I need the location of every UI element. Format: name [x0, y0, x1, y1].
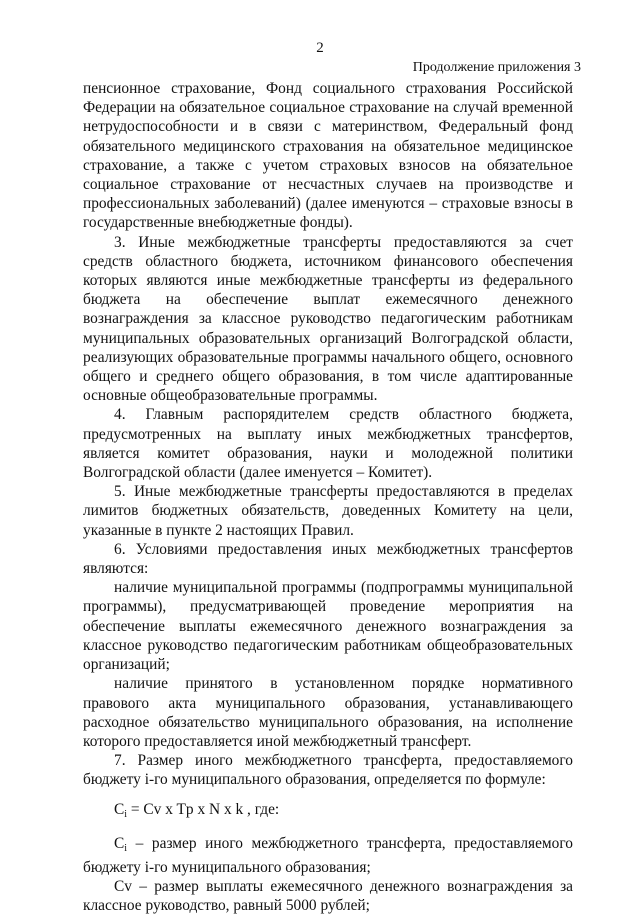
definition-ci — [83, 834, 573, 877]
paragraph-6-condition-b: наличие принятого в установленном порядке нормативного правового акта муниципального образования, устанавливающего расходное обязательство муниципального образования, на исполнение которого предоставляется иной межбюджетный трансферт. — [83, 675, 573, 750]
page-number: 2 — [316, 40, 324, 56]
paragraph-6: 6. Условиями предоставления иных межбюджетных трансфертов являются: — [83, 540, 573, 578]
formula-lhs: C — [114, 800, 125, 818]
paragraph-4: 4. Главным распорядителем средств областного бюджета, предусмотренных на выплату иных межбюджетных трансфертов, является комитет образования, науки и молодежной политики Волгоградской области (далее именуется – Комитет). — [83, 406, 573, 482]
document-body — [83, 79, 573, 916]
definition-ci-text: – размер иного межбюджетного трансферта, предоставляемого бюджету i-го муниципального образования; — [83, 834, 573, 876]
appendix-continuation-note: Продолжение приложения 3 — [412, 60, 581, 75]
formula-lhs-subscript: i — [124, 808, 128, 820]
paragraph-3: 3. Иные межбюджетные трансферты предоставляются за счет средств областного бюджета, источником финансового обеспечения которых являются иные межбюджетные трансферты из федерального бюджета на обеспечение выплат ежемесячного денежного вознаграждения за классное руководство педагогическим работникам муниципальных образовательных организаций Волгоградской области, реализующих образовательные программы начального общего, основного общего и среднего общего образования, в том числе адаптированные основные общеобразовательные программы. — [83, 233, 573, 405]
definition-ci-subscript: i — [124, 842, 128, 854]
formula-rhs: = Cv x Tp x N x k , где: — [127, 800, 280, 818]
formula — [83, 800, 573, 824]
definition-cv: Cv – размер выплаты ежемесячного денежного вознаграждения за классное руководство, равный 5000 рублей; — [83, 878, 573, 915]
paragraph-7: 7. Размер иного межбюджетного трансферта, предоставляемого бюджету i-го муниципального образования, определяется по формуле: — [83, 752, 573, 789]
definition-ci-symbol: C — [114, 834, 125, 852]
paragraph-continued: пенсионное страхование, Фонд социального страхования Российской Федерации на обязательное социальное страхование на случай временной нетрудоспособности и в связи с материнством, Федеральный фонд обязательного медицинского страхования на обязательное медицинское страхование, а также с учетом страховых взносов на обязательное социальное страхование от несчастных случаев на производстве и профессиональных заболеваний) (далее именуются – страховые взносы в государственные внебюджетные фонды). — [83, 80, 573, 232]
paragraph-5: 5. Иные межбюджетные трансферты предоставляются в пределах лимитов бюджетных обязательств, доведенных Комитету на цели, указанные в пункте 2 настоящих Правил. — [83, 483, 573, 539]
paragraph-6-condition-a: наличие муниципальной программы (подпрограммы муниципальной программы), предусматривающей проведение мероприятия на обеспечение выплаты ежемесячного денежного вознаграждения за классное руководство педагогическим работникам общеобразовательных организаций; — [83, 579, 573, 674]
